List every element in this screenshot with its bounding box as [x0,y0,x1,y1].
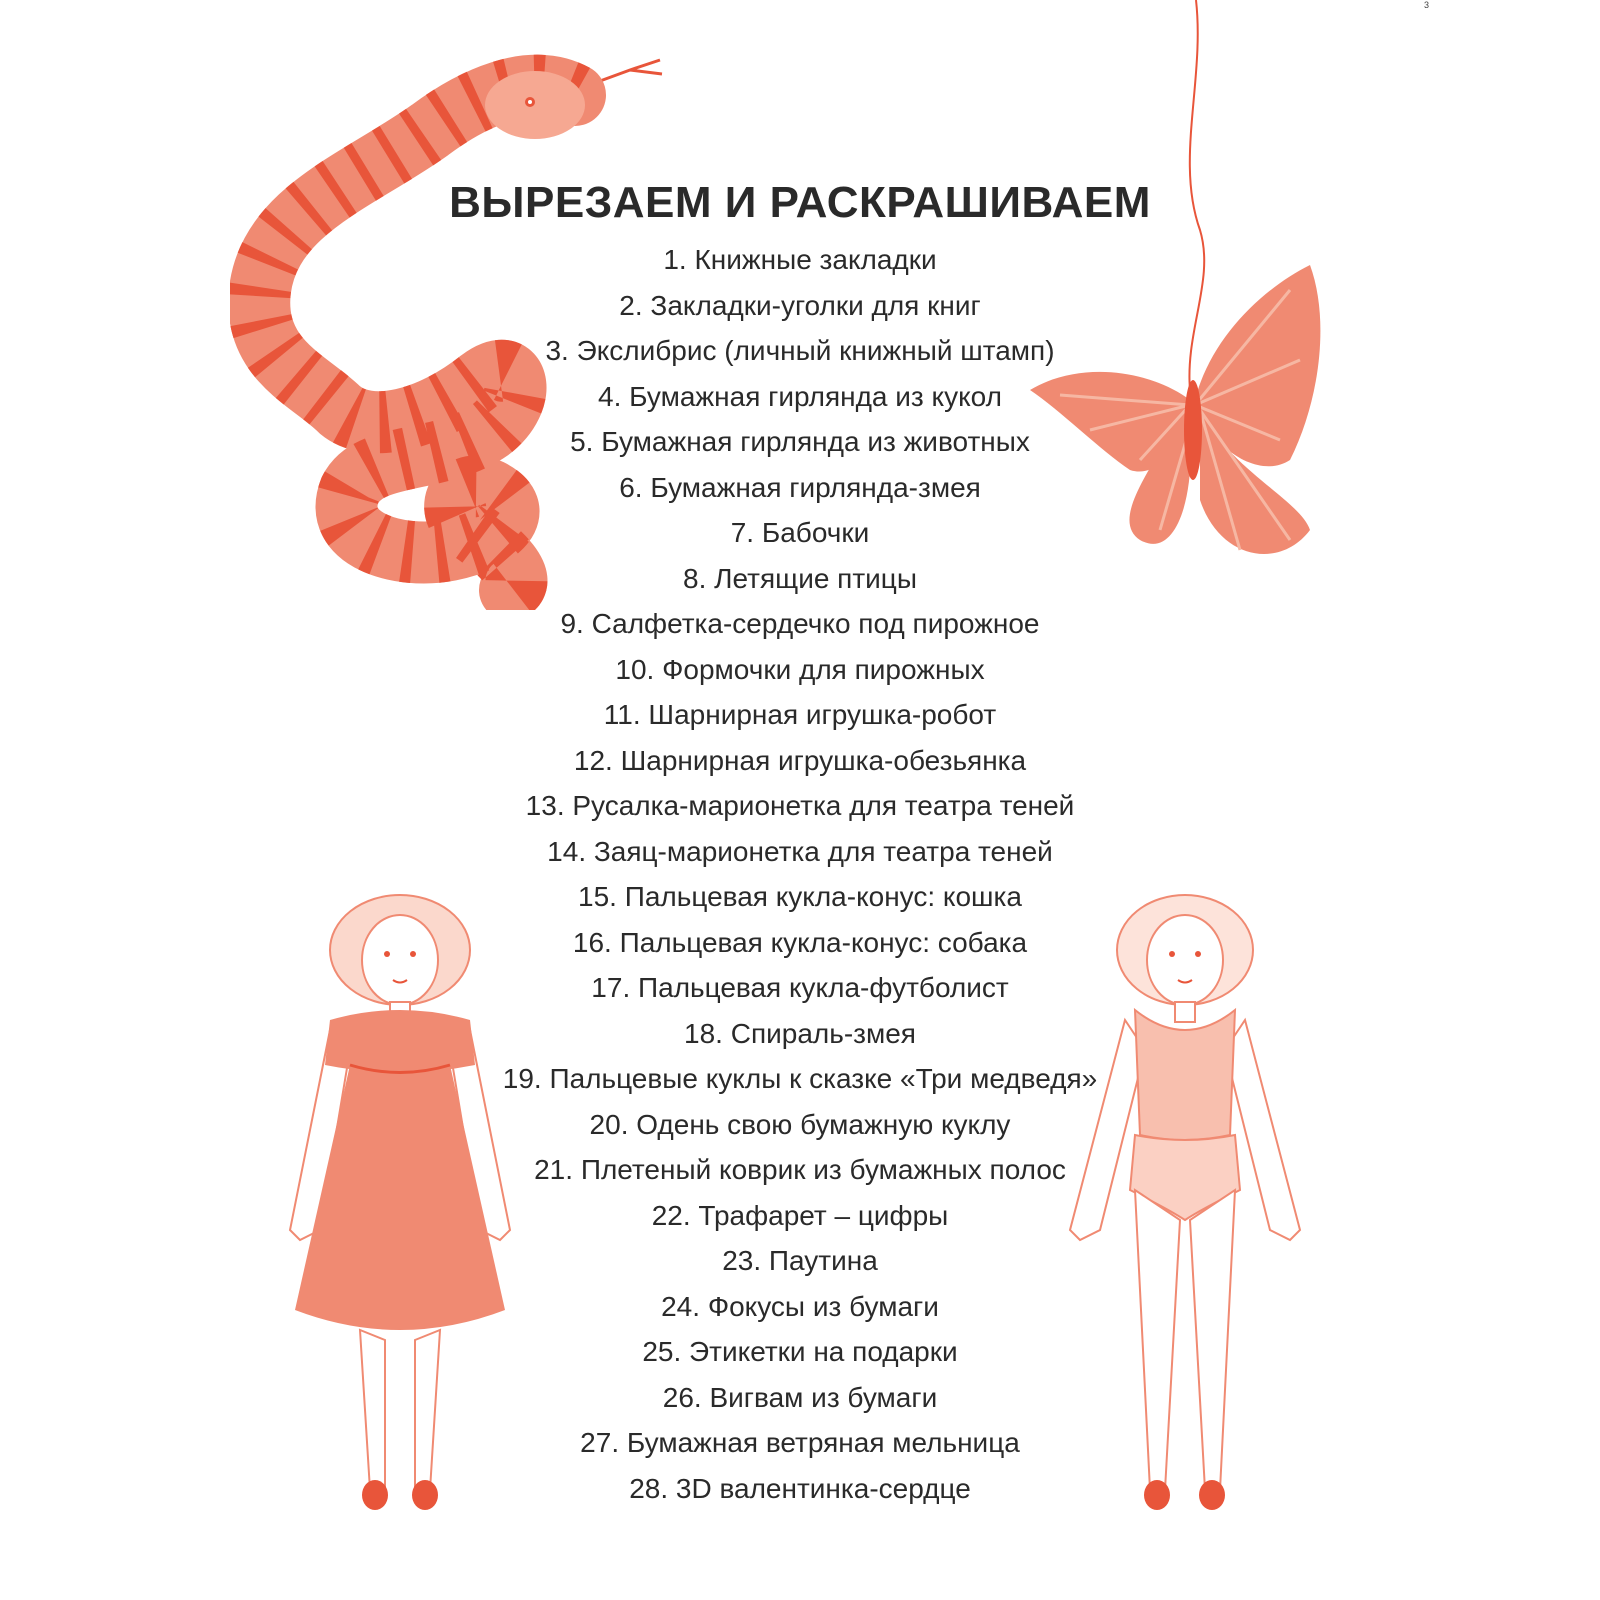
contents-item: 8. Летящие птицы [683,562,917,594]
contents-item: 24. Фокусы из бумаги [661,1290,939,1322]
contents-item: 28. 3D валентинка-сердце [629,1472,971,1504]
contents-item: 1. Книжные закладки [663,244,937,275]
contents-item: 20. Одень свою бумажную куклу [589,1108,1011,1140]
contents-item: 5. Бумажная гирлянда из животных [570,426,1030,457]
contents-item: 4. Бумажная гирлянда из кукол [598,380,1002,412]
contents-item: 25. Этикетки на подарки [642,1336,958,1367]
contents-item: 23. Паутина [722,1245,878,1276]
contents-item: 11. Шарнирная игрушка-робот [603,699,997,730]
contents-item: 2. Закладки-уголки для книг [619,289,981,321]
page-title: ВЫРЕЗАЕМ И РАСКРАШИВАЕМ [449,178,1151,227]
contents-item: 9. Салфетка-сердечко под пирожное [560,608,1040,639]
page-number: 3 [1424,0,1430,10]
contents-item: 3. Экслибрис (личный книжный штамп) [545,335,1055,366]
contents-item: 6. Бумажная гирлянда-змея [619,471,981,503]
contents-item: 7. Бабочки [730,517,870,548]
contents-item: 13. Русалка-марионетка для театра теней [525,790,1075,821]
contents-item: 10. Формочки для пирожных [615,653,985,685]
contents-item: 21. Плетеный коврик из бумажных полос [534,1154,1066,1185]
contents-item: 18. Спираль-змея [684,1017,916,1049]
contents-item: 15. Пальцевая кукла-конус: кошка [578,881,1022,912]
contents-item: 14. Заяц-марионетка для театра теней [547,835,1053,867]
contents-item: 19. Пальцевые куклы к сказке «Три медведя» [502,1063,1098,1094]
contents-item: 26. Вигвам из бумаги [662,1381,938,1413]
contents-item: 12. Шарнирная игрушка-обезьянка [573,744,1027,776]
contents-item: 22. Трафарет – цифры [651,1199,949,1231]
contents-item: 17. Пальцевая кукла-футболист [591,972,1009,1003]
contents-list [0,237,1600,1511]
contents-item: 16. Пальцевая кукла-конус: собака [572,926,1028,958]
contents-item: 27. Бумажная ветряная мельница [580,1427,1020,1458]
